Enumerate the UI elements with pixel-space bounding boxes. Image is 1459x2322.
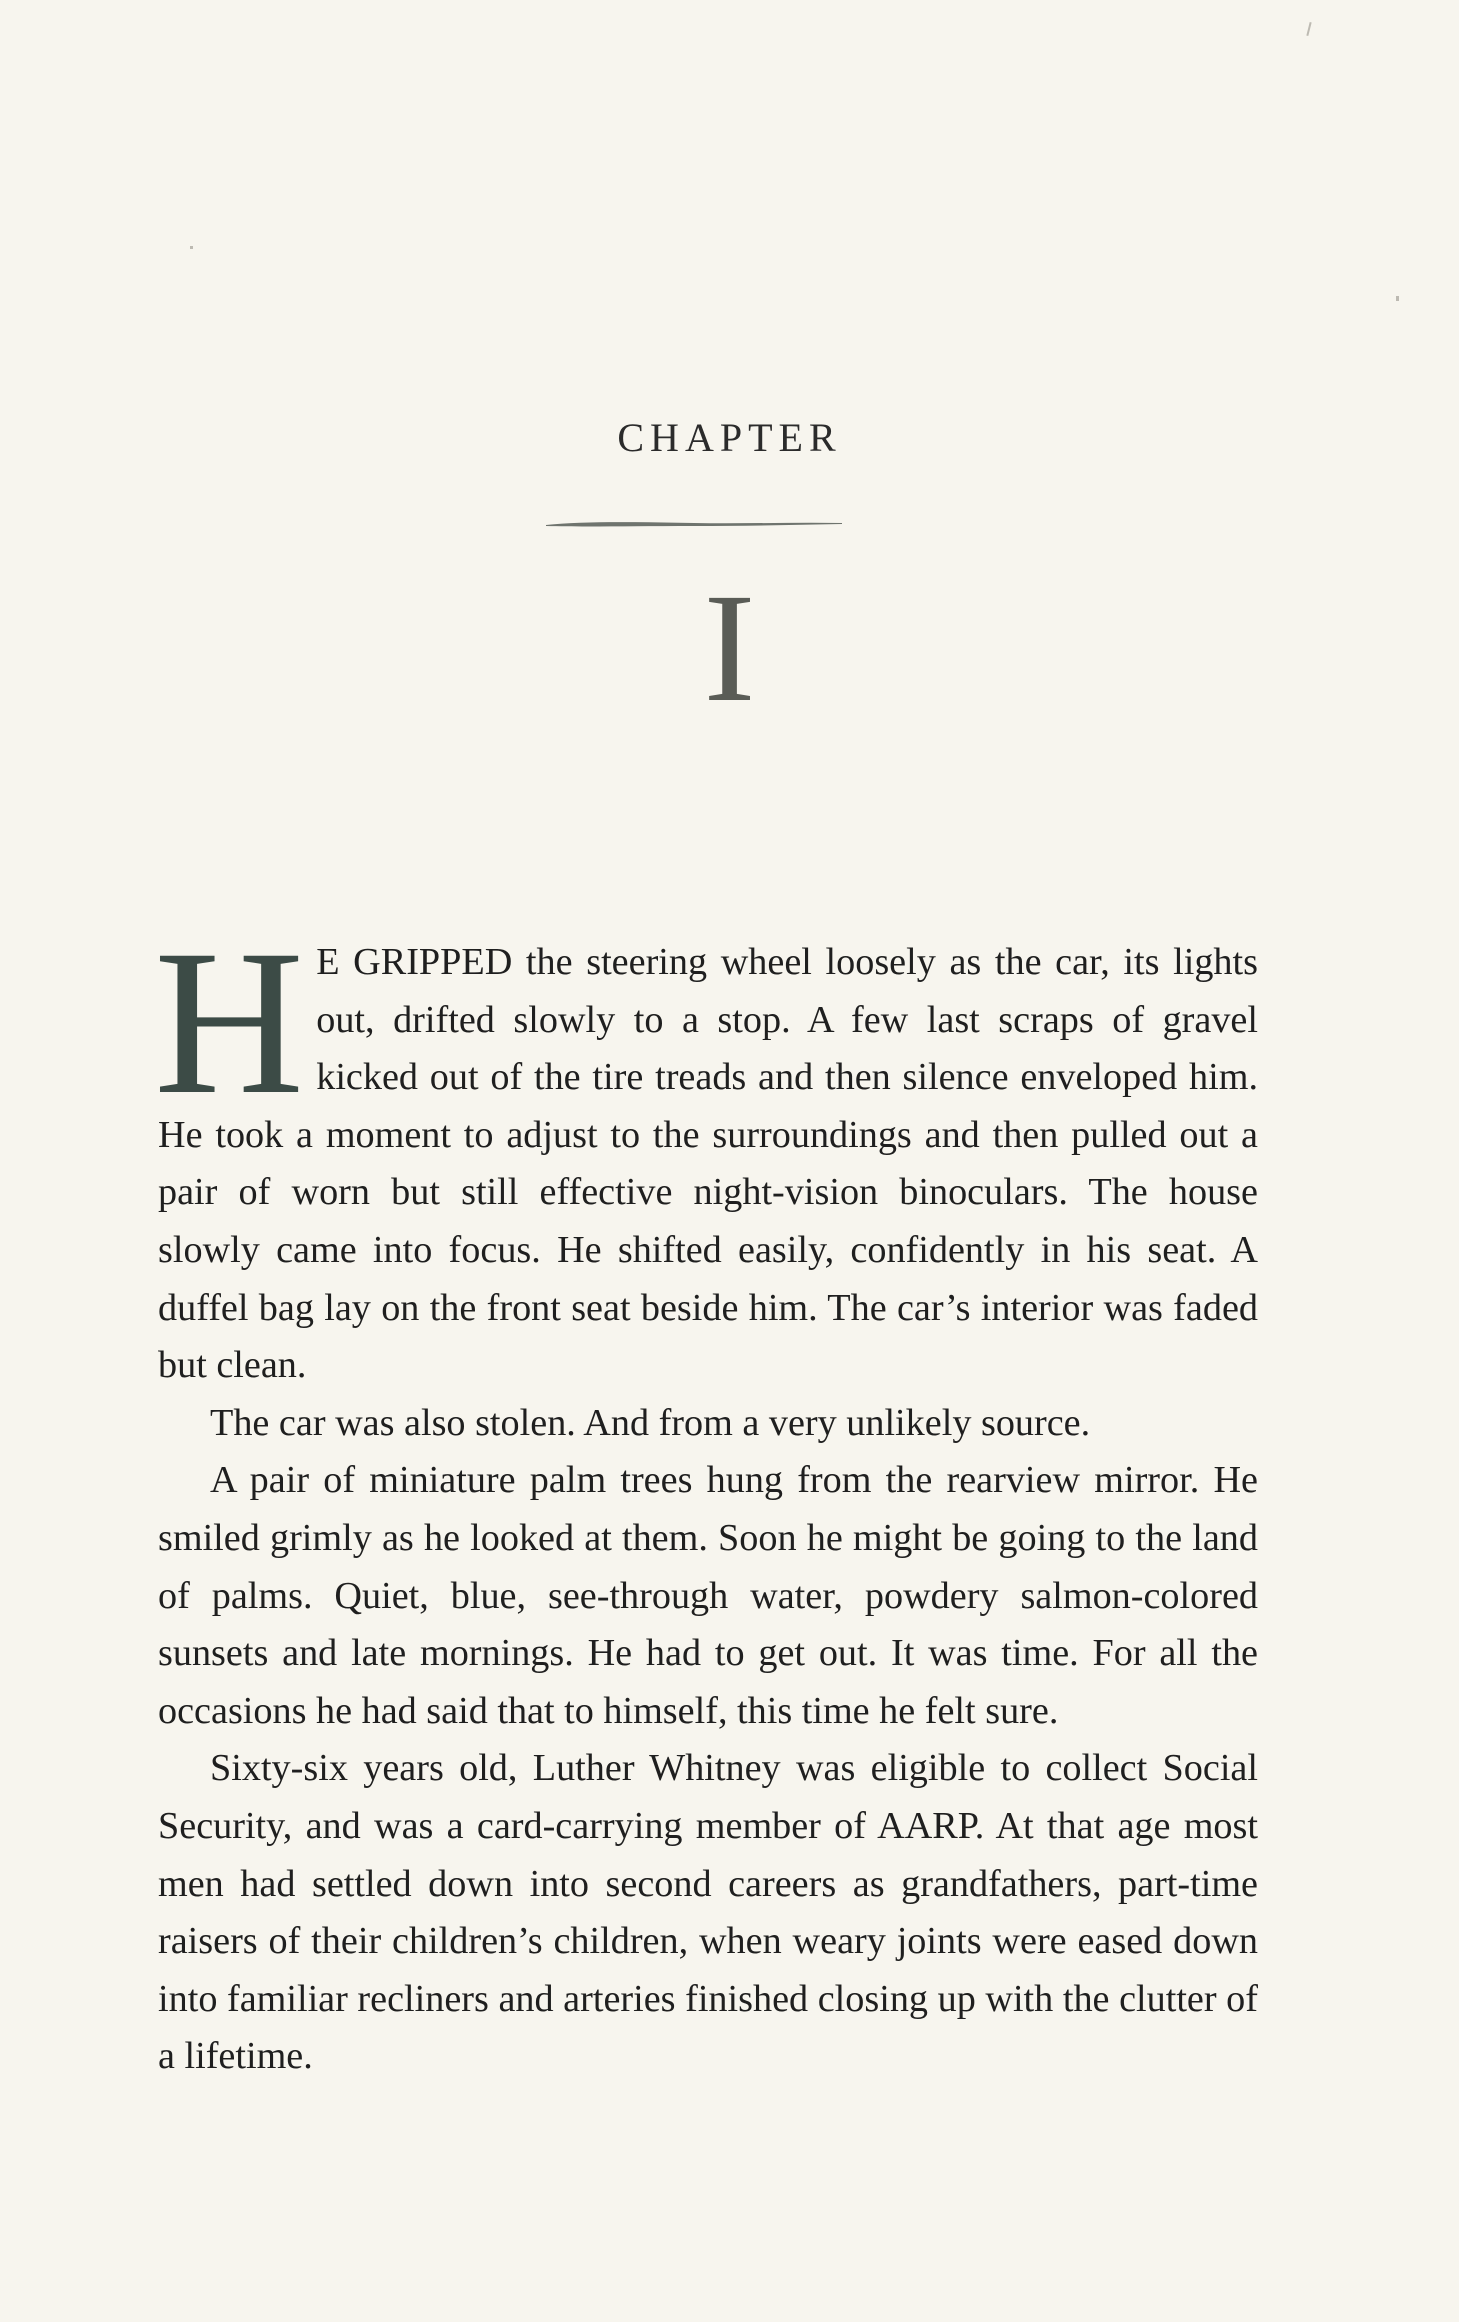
chapter-number: I: [703, 561, 756, 734]
paragraph-1-text: E GRIPPED the steering wheel loosely as the car, its lights out, drifted slowly to a stop. A few last scraps of gravel kicked out of the tire treads and then silence enveloped him. He took a moment to adjust to the surroundings and then pulled out a pair of worn but still effective night-vision binoculars. The house slowly came into focus. He shifted easily, confidently in his seat. A duffel bag lay on the front seat beside him. The car’s interior was faded but clean.: [158, 941, 1258, 1387]
paragraph-2: The car was also stolen. And from a very unlikely source.: [210, 1401, 1091, 1444]
page-speck: [190, 246, 193, 249]
page-speck: [1306, 22, 1311, 36]
chapter-label: CHAPTER: [617, 415, 842, 460]
paragraph-4: Sixty-six years old, Luther Whitney was eligible to collect Social Security, and was a card-carrying member of AARP. At that age most men had settled down into second careers as grandfathers, part-time raisers of their children’s children, when weary joints were eased down into familiar recliners and arteries finished closing up with the clutter of a lifetime.: [158, 1747, 1258, 2078]
chapter-text: [154, 907, 1258, 2086]
paragraph-1: [154, 907, 1258, 1395]
chapter-rule: [544, 520, 844, 528]
page-speck: [1396, 296, 1399, 301]
paragraph-3: A pair of miniature palm trees hung from the rearview mirror. He smiled grimly as he looked at them. Soon he might be going to the land of palms. Quiet, blue, see-through water, powdery salmon-colored sunsets and late mornings. He had to get out. It was time. For all the occasions he had said that to himself, this time he felt sure.: [158, 1459, 1258, 1732]
drop-cap: H: [154, 907, 305, 1137]
